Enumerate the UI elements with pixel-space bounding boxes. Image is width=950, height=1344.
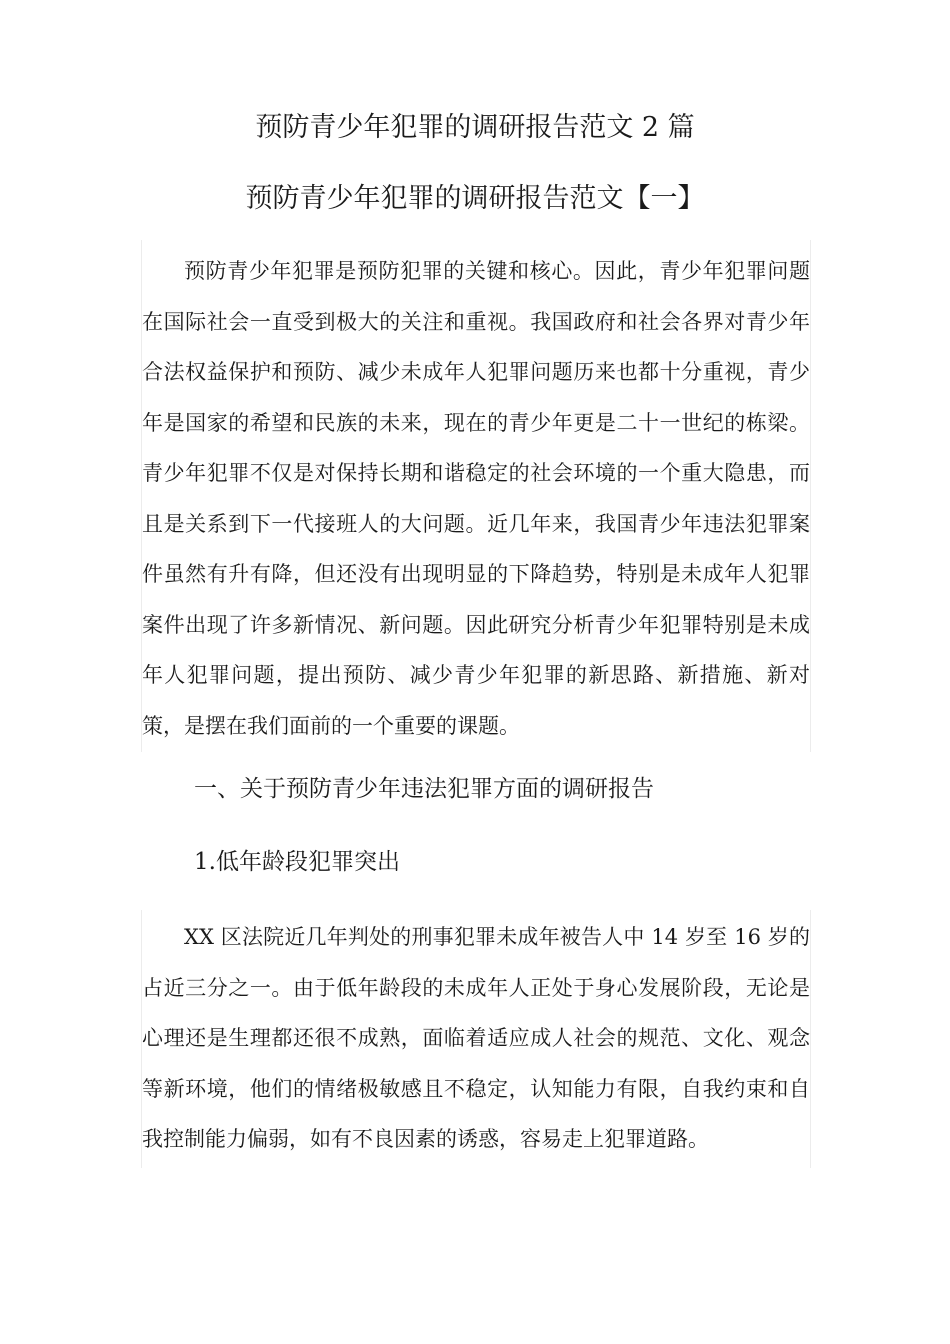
paragraph-2-box bbox=[141, 910, 811, 1168]
paragraph-2: XX 区法院近几年判处的刑事犯罪未成年被告人中 14 岁至 16 岁的占近三分之一。由于低年龄段的未成年人正处于身心发展阶段，无论是心理还是生理都还很不成熟，面临着适应成人社会的规范、文化、观念等新环境，他们的情绪极敏感且不稳定，认知能力有限，自我约束和自我控制能力偏弱，如有不良因素的诱惑，容易走上犯罪道路。 bbox=[142, 925, 810, 1151]
intro-paragraph-box bbox=[141, 240, 811, 752]
document-title: 预防青少年犯罪的调研报告范文 2 篇 bbox=[255, 112, 695, 143]
sub-heading: 1.低年龄段犯罪突出 bbox=[194, 849, 400, 875]
intro-paragraph: 预防青少年犯罪是预防犯罪的关键和核心。因此，青少年犯罪问题在国际社会一直受到极大的关注和重视。我国政府和社会各界对青少年合法权益保护和预防、减少未成年人犯罪问题历来也都十分重视，青少年是国家的希望和民族的未来，现在的青少年更是二十一世纪的栋梁。青少年犯罪不仅是对保持长期和谐稳定的社会环境的一个重大隐患，而且是关系到下一代接班人的大问题。近几年来，我国青少年违法犯罪案件虽然有升有降，但还没有出现明显的下降趋势，特别是未成年人犯罪案件出现了许多新情况、新问题。因此研究分析青少年犯罪特别是未成年人犯罪问题，提出预防、减少青少年犯罪的新思路、新措施、新对策，是摆在我们面前的一个重要的课题。 bbox=[142, 259, 810, 738]
section-heading: 一、关于预防青少年违法犯罪方面的调研报告 bbox=[194, 776, 654, 802]
document-subtitle: 预防青少年犯罪的调研报告范文【一】 bbox=[245, 183, 705, 214]
